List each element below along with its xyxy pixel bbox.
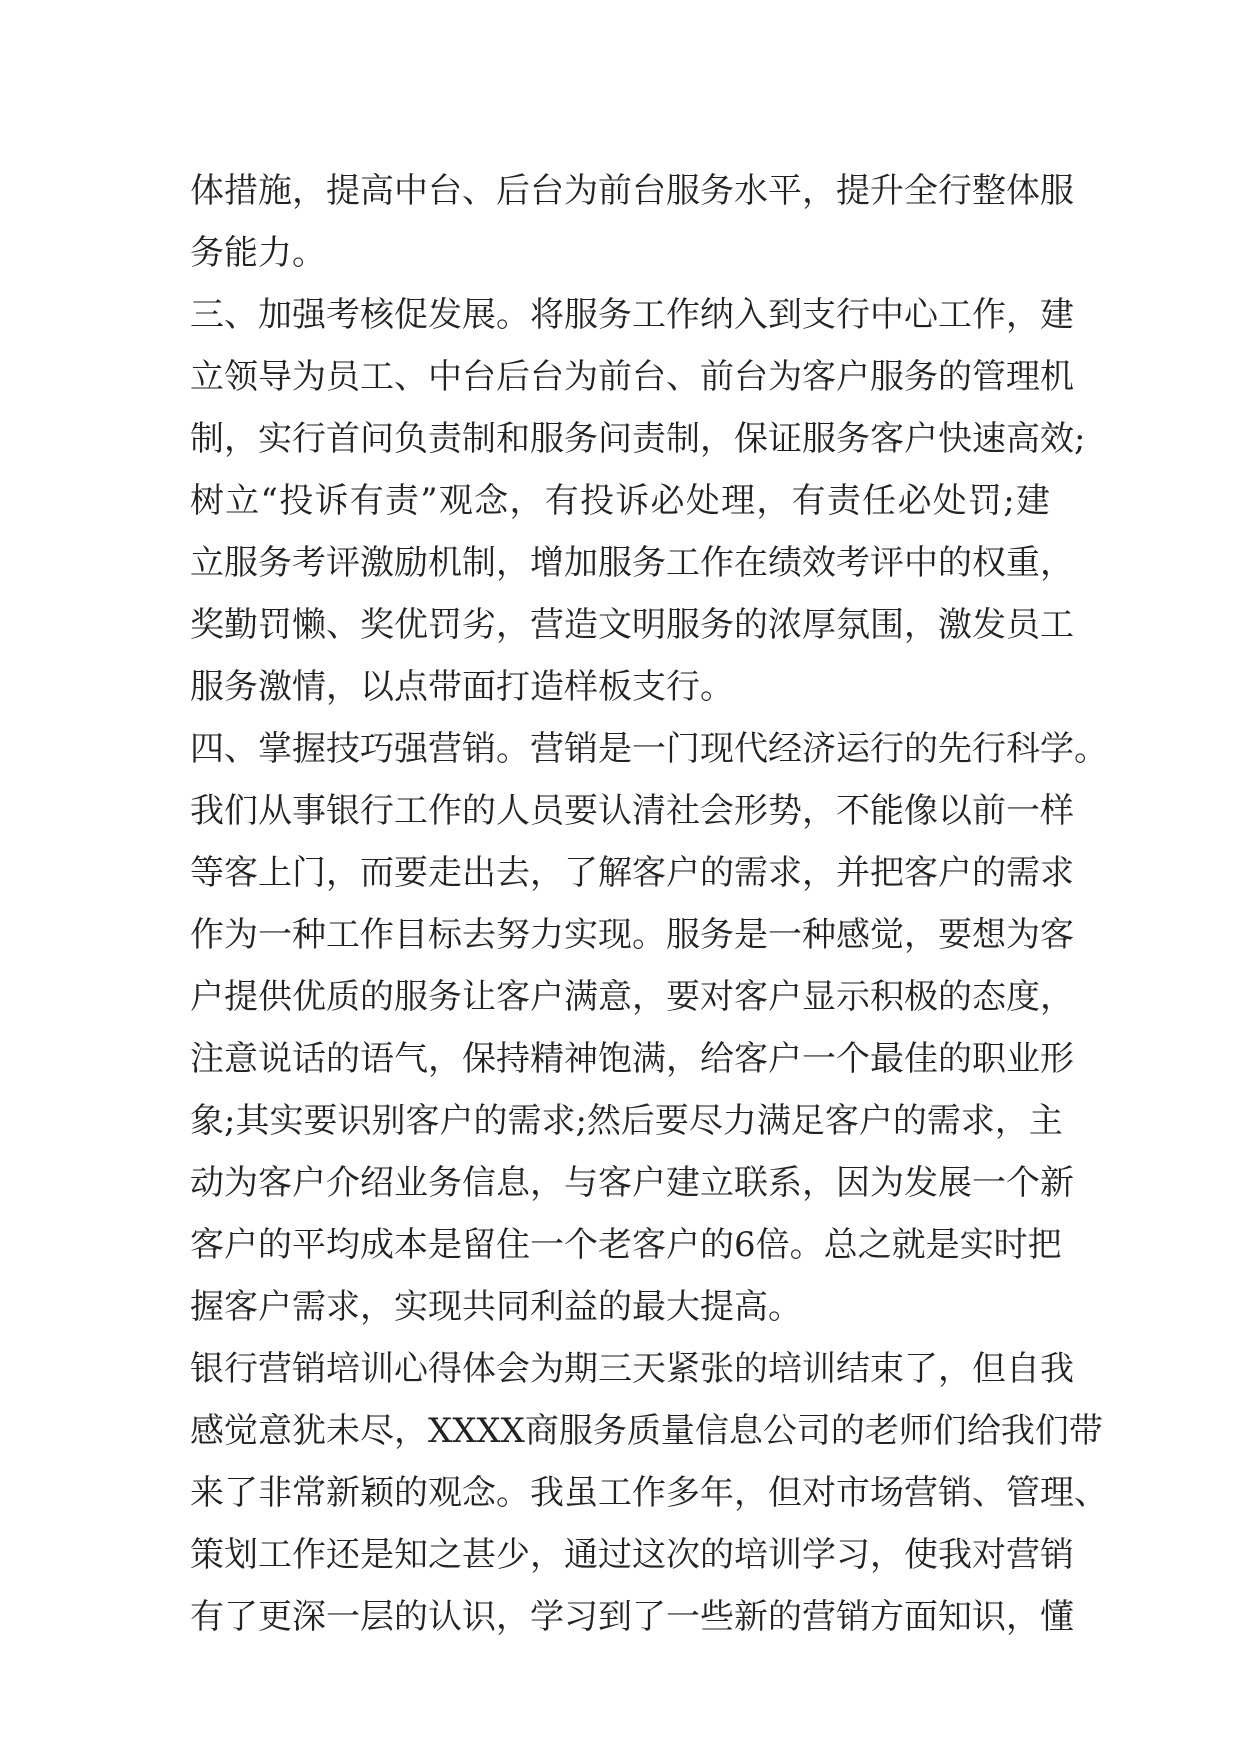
text-line: 制，实行首问负责制和服务问责制，保证服务客户快速高效; [190, 419, 1086, 459]
text-line: 握客户需求，实现共同利益的最大提高。 [190, 1287, 802, 1327]
text-line: 体措施，提高中台、后台为前台服务水平，提升全行整体服 [190, 171, 1074, 211]
text-line: 等客上门，而要走出去，了解客户的需求，并把客户的需求 [190, 853, 1074, 893]
text-line: 立领导为员工、中台后台为前台、前台为客户服务的管理机 [190, 357, 1074, 397]
text-line: 来了非常新颖的观念。我虽工作多年，但对市场营销、管理、 [190, 1473, 1108, 1513]
text-line: 感觉意犹未尽，XXXX商服务质量信息公司的老师们给我们带 [190, 1411, 1103, 1451]
text-line: 策划工作还是知之甚少，通过这次的培训学习，使我对营销 [190, 1535, 1074, 1575]
text-line: 立服务考评激励机制，增加服务工作在绩效考评中的权重， [190, 543, 1074, 583]
text-line: 象;其实要识别客户的需求;然后要尽力满足客户的需求，主 [190, 1101, 1063, 1141]
text-line: 动为客户介绍业务信息，与客户建立联系，因为发展一个新 [190, 1163, 1074, 1203]
text-line: 服务激情，以点带面打造样板支行。 [190, 667, 734, 707]
text-line: 注意说话的语气，保持精神饱满，给客户一个最佳的职业形 [190, 1039, 1074, 1079]
text-line: 作为一种工作目标去努力实现。服务是一种感觉，要想为客 [190, 915, 1074, 955]
text-line: 树立“投诉有责”观念，有投诉必处理，有责任必处罚;建 [190, 481, 1050, 521]
body-text [190, 160, 1108, 1648]
text-line: 奖勤罚懒、奖优罚劣，营造文明服务的浓厚氛围，激发员工 [190, 605, 1074, 645]
text-line: 户提供优质的服务让客户满意，要对客户显示积极的态度， [190, 977, 1074, 1017]
text-line: 客户的平均成本是留住一个老客户的6倍。总之就是实时把 [190, 1225, 1062, 1265]
text-line: 三、加强考核促发展。将服务工作纳入到支行中心工作，建 [190, 295, 1074, 335]
text-line: 有了更深一层的认识，学习到了一些新的营销方面知识，懂 [190, 1597, 1074, 1637]
text-line: 务能力。 [190, 233, 326, 273]
text-line: 四、掌握技巧强营销。营销是一门现代经济运行的先行科学。 [190, 729, 1108, 769]
text-line: 我们从事银行工作的人员要认清社会形势，不能像以前一样 [190, 791, 1074, 831]
text-line: 银行营销培训心得体会为期三天紧张的培训结束了，但自我 [190, 1349, 1074, 1389]
